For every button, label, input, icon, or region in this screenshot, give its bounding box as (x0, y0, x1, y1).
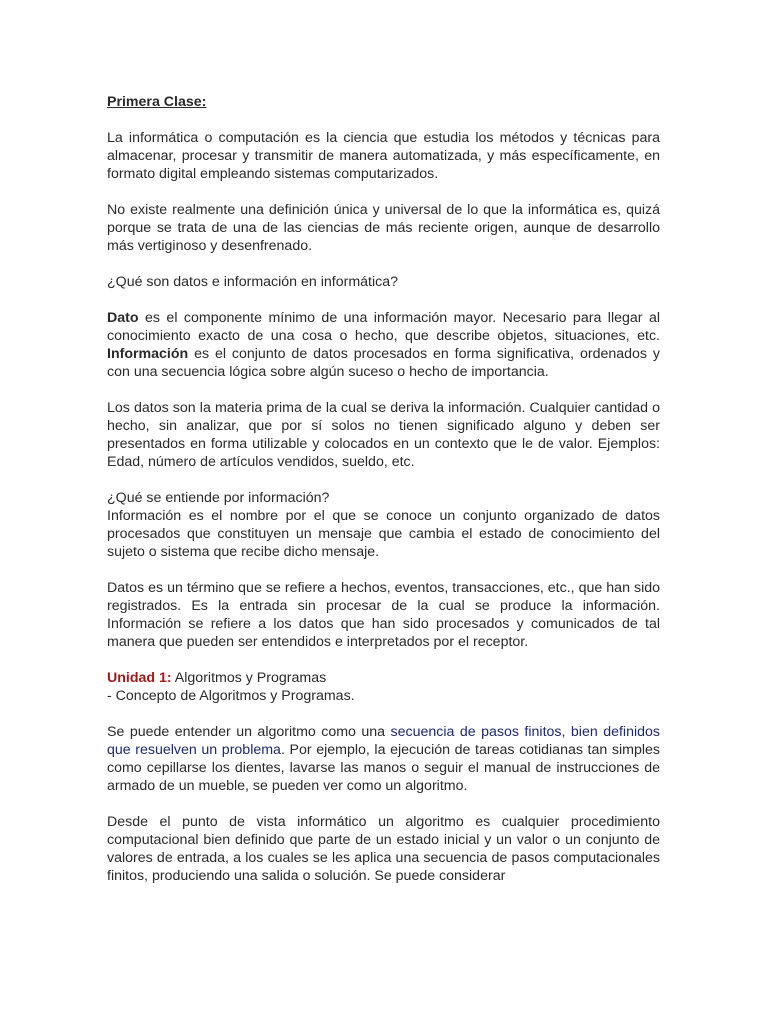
unidad-subtitle: - Concepto de Algoritmos y Programas. (107, 688, 355, 704)
paragraph-punto-de-vista: Desde el punto de vista informático un algoritmo es cualquier procedimiento computacional bien definido que parte de un estado inicial y un valor o un conjunto de valores de entrada, a los cuales se les aplica una secuencia de pasos computacionales finitos, produciendo una salida o solución. Se puede considerar (107, 814, 660, 884)
term-dato: Dato (107, 310, 139, 326)
dato-text: es el componente mínimo de una información mayor. Necesario para llegar al conocimiento exacto de una cosa o hecho, que describe objetos, situaciones, etc. (107, 310, 660, 344)
paragraph-informacion-nombre: Información es el nombre por el que se conoce un conjunto organizado de datos procesados que constituyen un mensaje que cambia el estado de conocimiento del sujeto o sistema que recibe dicho mensaje. (107, 508, 660, 560)
question-datos-informacion: ¿Qué son datos e información en informática? (107, 274, 398, 290)
term-informacion: Información (107, 346, 189, 362)
unidad-name: Algoritmos y Programas (171, 670, 327, 686)
algoritmo-text-3: . Por ejemplo, la ejecución de tareas cotidianas tan simples como cepillarse los dientes, lavarse las manos o seguir el manual de instrucciones de armado de un mueble, se pueden ver como un algoritmo. (107, 742, 660, 794)
paragraph-algoritmo-secuencia (107, 723, 660, 795)
unidad-label: Unidad 1: (107, 670, 172, 686)
algoritmo-text-2: , (561, 724, 571, 740)
algoritmo-text-1: Se puede entender un algoritmo como una (107, 724, 391, 740)
informacion-text: es el conjunto de datos procesados en forma significativa, ordenados y con una secuencia lógica sobre algún suceso o hecho de importancia. (107, 346, 660, 380)
paragraph-no-definition: No existe realmente una definición única y universal de lo que la informática es, quizá porque se trata de una de las ciencias de más reciente origen, aunque de desarrollo más vertiginoso y desenfrenado. (107, 202, 660, 254)
page-title: Primera Clase: (107, 94, 207, 110)
document-page (107, 93, 660, 903)
paragraph-informatica-definition: La informática o computación es la ciencia que estudia los métodos y técnicas para almacenar, procesar y transmitir de manera automatizada, y más específicamente, en formato digital empleando sistemas computarizados. (107, 130, 660, 182)
unidad-heading (107, 669, 660, 687)
link-secuencia-pasos[interactable]: secuencia de pasos finitos (390, 724, 562, 740)
paragraph-datos-termino: Datos es un término que se refiere a hechos, eventos, transacciones, etc., que han sido registrados. Es la entrada sin procesar de la cual se produce la información. Información se refiere a los datos que han sido procesados y comunicados de tal manera que pueden ser entendidos e interpretados por el receptor. (107, 580, 660, 650)
paragraph-materia-prima: Los datos son la materia prima de la cual se deriva la información. Cualquier cantidad o hecho, sin analizar, que por sí solos no tienen significado alguno y deben ser presentados en forma utilizable y colocados en un contexto que le de valor. Ejemplos: Edad, número de artículos vendidos, sueldo, etc. (107, 400, 660, 470)
paragraph-dato-informacion (107, 309, 660, 381)
question-informacion: ¿Qué se entiende por información? (107, 490, 330, 506)
link-bien-definidos[interactable]: bien definidos que resuelven un problema (107, 724, 660, 758)
